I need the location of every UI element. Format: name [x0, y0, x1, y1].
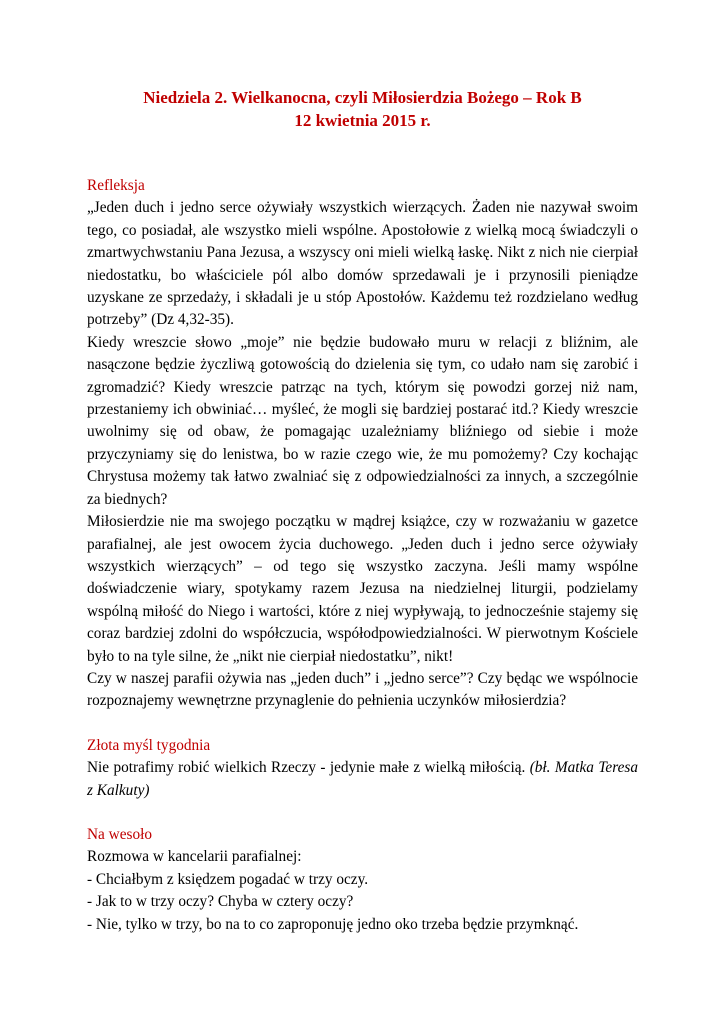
page-title — [87, 86, 638, 132]
reflection-paragraph: Miłosierdzie nie ma swojego początku w mądrej książce, czy w rozważaniu w gazetce parafialnej, ale jest owocem życia duchowego. „Jeden duch i jedno serce ożywiały wszystkich wierzących” – od tego się wszystko zaczyna. Jeśli mamy wspólne doświadczenie wiary, spotykamy razem Jezusa na niedzielnej liturgii, podzielamy wspólną miłość do Niego i wartości, które z niej wypływają, to jednocześnie stajemy się coraz bardziej zdolni do współczucia, współodpowiedzialności. W pierwotnym Kościele było to na tyle silne, że „nikt nie cierpiał niedostatku”, nikt! — [87, 513, 638, 665]
humor-line: Rozmowa w kancelarii parafialnej: — [87, 848, 302, 866]
humor-line: - Jak to w trzy oczy? Chyba w cztery oczy? — [87, 893, 354, 911]
title-line-2: 12 kwietnia 2015 r. — [294, 111, 431, 130]
thought-quote: Nie potrafimy robić wielkich Rzeczy - jedynie małe z wielką miłością. — [87, 759, 530, 777]
thought-citation: (bł. Matka Teresa z Kalkuty) — [87, 759, 638, 799]
thought-heading: Złota myśl tygodnia — [87, 736, 211, 754]
humor-line: - Nie, tylko w trzy, bo na to co zaproponuję jedno oko trzeba będzie przymknąć. — [87, 915, 579, 933]
reflection-paragraph: Kiedy wreszcie słowo „moje” nie będzie budowało muru w relacji z bliźnim, ale nasączone będzie życzliwą gotowością do dzielenia się tym, co udało nam się zarobić i zgromadzić? Kiedy wreszcie patrząc na tych, którym się powodzi gorzej niż nam, przestaniemy ich obwiniać… myśleć, że mogli się bardziej postarać itd.? Kiedy wreszcie uwolnimy się od obaw, że pomagając uzależniamy bliźniego od siebie i może przyczyniamy się do lenistwa, bo w razie czego wie, że mu pomożemy? Czy kochając Chrystusa możemy tak łatwo zwalniać się z odpowiedzialności za innych, a szczególnie za biednych? — [87, 333, 638, 508]
thought-text — [87, 757, 638, 802]
humor-line: - Chciałbym z księdzem pogadać w trzy oczy. — [87, 870, 369, 888]
humor-heading: Na wesoło — [87, 825, 152, 843]
title-line-1: Niedziela 2. Wielkanocna, czyli Miłosierdzia Bożego – Rok B — [143, 88, 582, 107]
reflection-heading: Refleksja — [87, 177, 145, 194]
thought-section — [87, 735, 638, 802]
humor-section — [87, 824, 638, 936]
reflection-paragraph: Czy w naszej parafii ożywia nas „jeden duch” i „jedno serce”? Czy będąc we wspólnocie rozpoznajemy wewnętrzne przynaglenie do pełnienia uczynków miłosierdzia? — [87, 669, 638, 710]
reflection-section — [87, 175, 638, 713]
reflection-paragraph: „Jeden duch i jedno serce ożywiały wszystkich wierzących. Żaden nie nazywał swoim tego, co posiadał, ale wszystko mieli wspólne. Apostołowie z wielką mocą świadczyli o zmartwychwstaniu Pana Jezusa, a wszyscy oni mieli wielką łaskę. Nikt z nich nie cierpiał niedostatku, bo właściciele pól albo domów sprzedawali je i przynosili pieniądze uzyskane ze sprzedaży, i składali je u stóp Apostołów. Każdemu też rozdzielano według potrzeby” (Dz 4,32-35). — [87, 199, 638, 329]
